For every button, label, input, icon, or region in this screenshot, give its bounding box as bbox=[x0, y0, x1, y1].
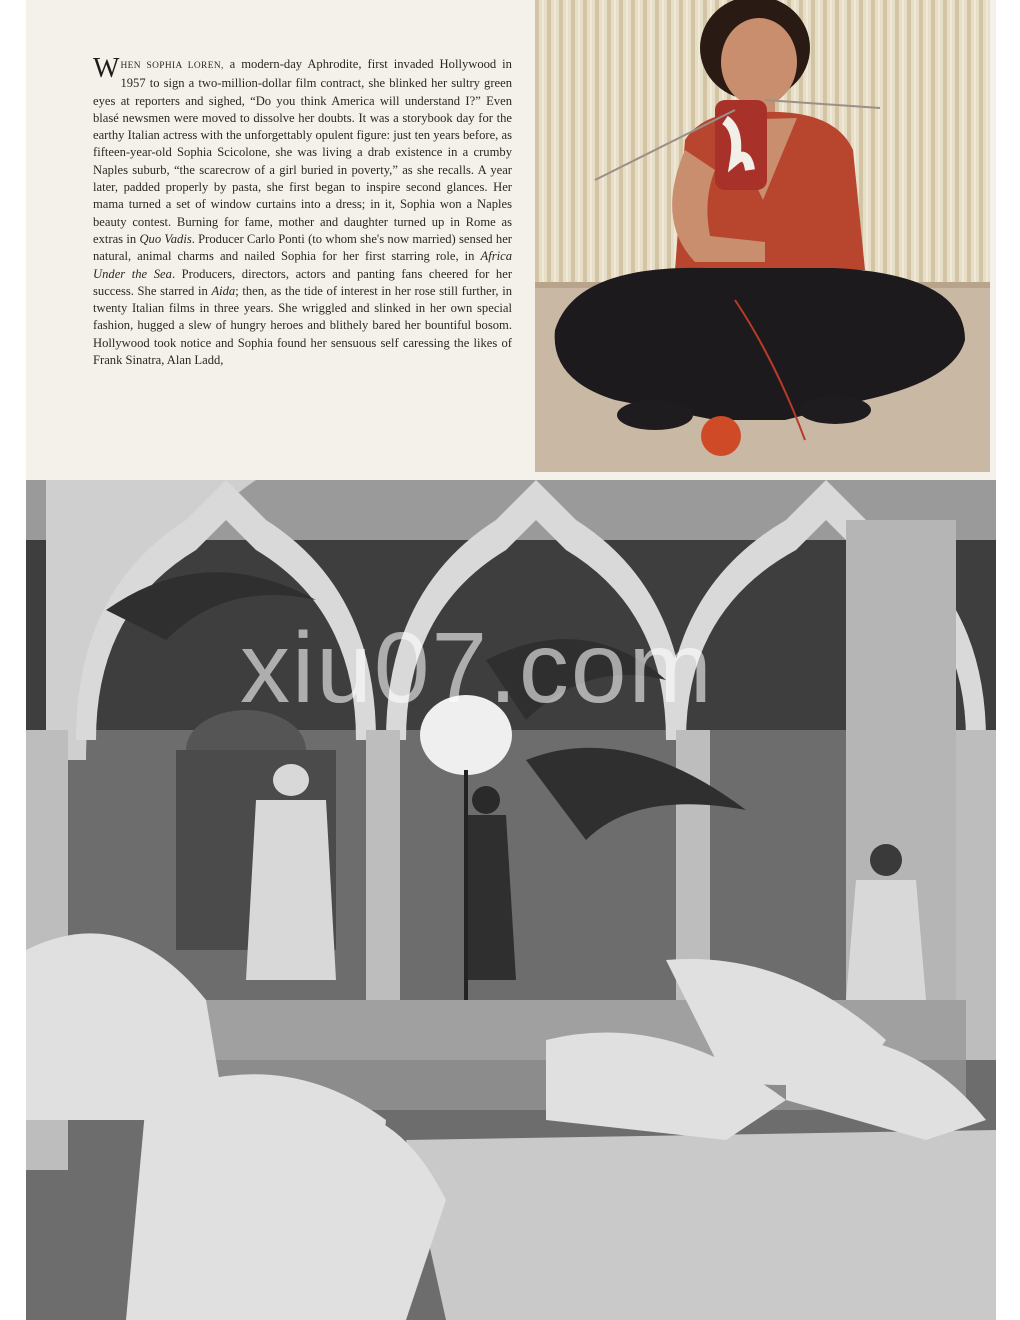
film-title-aida: Aida bbox=[211, 283, 236, 298]
drop-cap: W bbox=[93, 53, 120, 84]
text-run-2: . Producer Carlo Ponti (to whom she's now married) sensed her natural, animal charms and nailed Sophia for her first starring role, in bbox=[93, 231, 512, 264]
article-body bbox=[93, 53, 513, 369]
film-title-quo-vadis: Quo Vadis bbox=[139, 231, 192, 246]
photograph-harem-film-scene-icon bbox=[26, 480, 996, 1320]
lead-in-smallcaps: HEN SOPHIA LOREN, bbox=[120, 61, 224, 71]
text-run-1: a modern-day Aphrodite, first invaded Hollywood in 1957 to sign a two-million-dollar film contract, she blinked her sultry green eyes at reporters and sighed, “Do you think America will understand I?” Even blasé newsmen were moved to dissolve her doubts. It was a storybook day for the earthy Italian actress with the unforgettably opulent figure: just ten years before, as fifteen-year-old Sophia Scicolone, she was living a drab existence in a crumby Naples suburb, “the scarecrow of a girl buried in poverty,” as she recalls. A year later, padded properly by pasta, she first began to inspire second glances. Her mama turned a set of window curtains into a dress; in it, Sophia won a Naples beauty contest. Burning for fame, mother and daughter turned up in Rome as extras in bbox=[93, 57, 512, 246]
watermark-text: xiu07.com bbox=[240, 612, 714, 724]
photo-harem-scene bbox=[26, 480, 996, 1320]
photograph-woman-knitting-icon bbox=[535, 0, 990, 472]
film-title-africa-under-the-sea: Africa Under the Sea bbox=[93, 249, 512, 281]
text-run-3: . Producers, directors, actors and panting fans cheered for her success. She starred in bbox=[93, 266, 513, 298]
article-paragraph bbox=[93, 53, 513, 369]
text-run-4: ; then, as the tide of interest in her rose still further, in twenty Italian films in three years. She wriggled and slinked in her own special fashion, hugged a slew of hungry heroes and blithely bared her bountiful bosom. Hollywood took notice and Sophia found her sensuous self caressing the likes of Frank Sinatra, Alan Ladd, bbox=[93, 283, 513, 368]
photo-woman-knitting bbox=[535, 0, 990, 472]
